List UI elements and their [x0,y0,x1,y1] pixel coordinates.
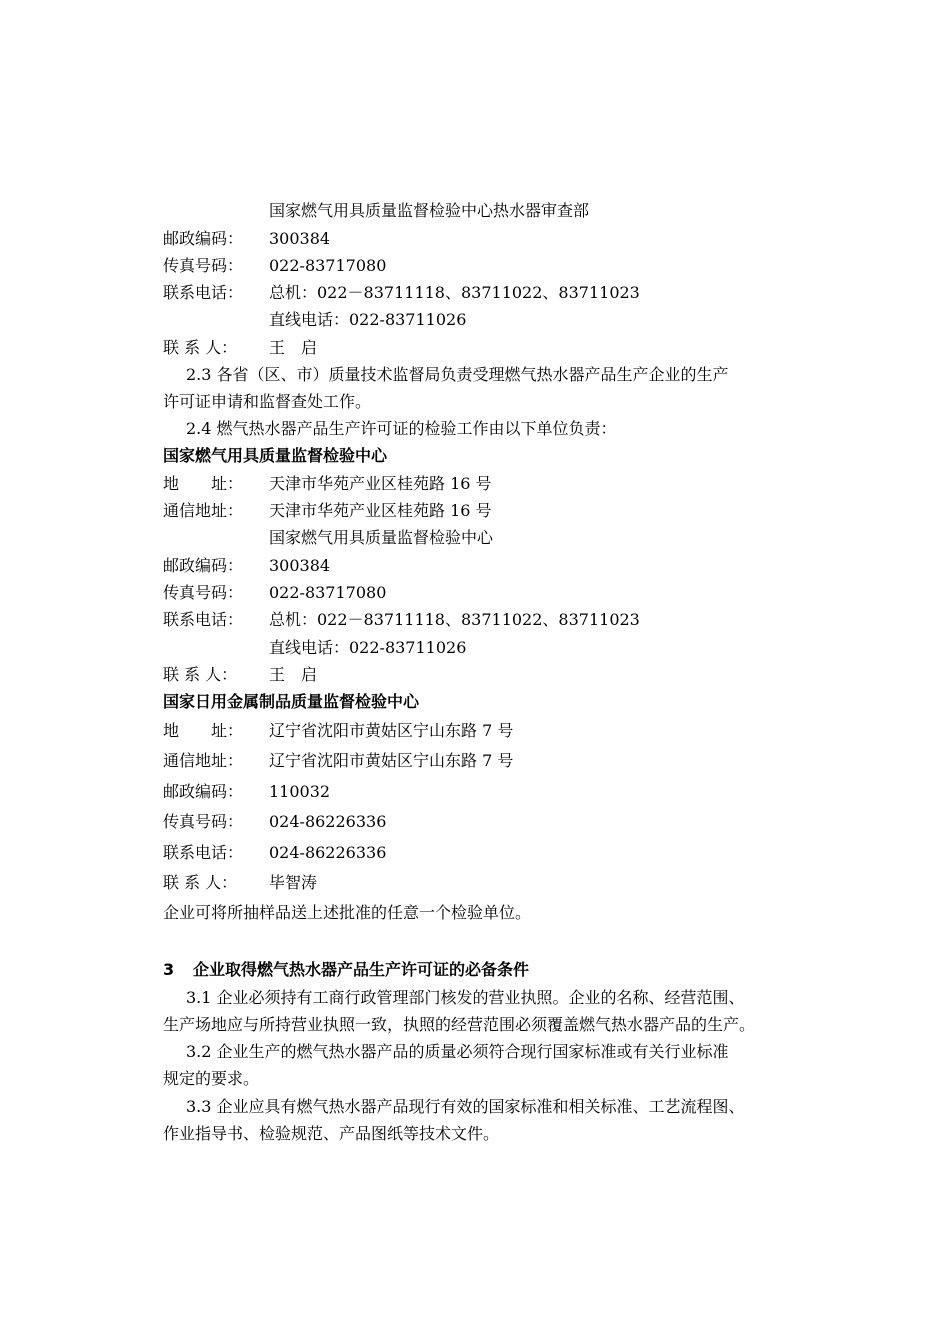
paragraph-3-1-line2: 生产场地应与所持营业执照一致，执照的经营范围必须覆盖燃气热水器产品的生产。 [163,1015,756,1034]
center2-postcode: 110032 [269,782,331,801]
center1-mail-label: 通信地址： [163,501,244,520]
center2-phone: 024-86226336 [269,843,387,862]
paragraph-3-1-line1: 3.1 企业必须持有工商行政管理部门核发的营业执照。企业的名称、经营范围、 [186,988,745,1007]
center2-mail: 辽宁省沈阳市黄姑区宁山东路 7 号 [269,751,514,770]
paragraph-3-2-line2: 规定的要求。 [163,1069,260,1088]
center2-postcode-label: 邮政编码： [163,782,244,801]
phone-main-value: 总机：022－83711118、83711022、83711023 [269,283,640,302]
center1-contact-label: 联 系 人： [163,665,238,684]
center2-contact: 毕智涛 [269,873,318,892]
center1-phone-main: 总机：022－83711118、83711022、83711023 [269,610,640,629]
paragraph-3-2-line1: 3.2 企业生产的燃气热水器产品的质量必须符合现行国家标准或有关行业标准 [186,1042,729,1061]
center1-mail: 天津市华苑产业区桂苑路 16 号 [269,501,492,520]
center2-address-label: 地 址： [163,721,244,740]
center1-address-label: 地 址： [163,474,244,493]
phone-direct-value: 直线电话：022-83711026 [269,310,467,329]
paragraph-3-3-line2: 作业指导书、检验规范、产品图纸等技术文件。 [163,1124,500,1143]
center2-mail-label: 通信地址： [163,751,244,770]
center2-address: 辽宁省沈阳市黄姑区宁山东路 7 号 [269,721,514,740]
center1-contact: 王 启 [269,665,318,684]
paragraph-2-4: 2.4 燃气热水器产品生产许可证的检验工作由以下单位负责： [186,419,617,438]
postcode-label: 邮政编码： [163,229,244,248]
paragraph-2-3-line2: 许可证申请和监督查处工作。 [163,392,372,411]
paragraph-3-3-line1: 3.3 企业应具有燃气热水器产品现行有效的国家标准和相关标准、工艺流程图、 [186,1097,745,1116]
center1-mail-org: 国家燃气用具质量监督检验中心 [269,528,494,547]
fax-value: 022-83717080 [269,256,387,275]
contact-value: 王 启 [269,338,318,357]
fax-label: 传真号码： [163,256,244,275]
center1-postcode-label: 邮政编码： [163,556,244,575]
center2-fax-label: 传真号码： [163,812,244,831]
paragraph-2-3-line1: 2.3 各省（区、市）质量技术监督局负责受理燃气热水器产品生产企业的生产 [186,365,729,384]
section-3-number: 3 [163,960,175,979]
center1-fax-label: 传真号码： [163,583,244,602]
center2-fax: 024-86226336 [269,812,387,831]
cont-org: 国家燃气用具质量监督检验中心热水器审查部 [269,201,590,220]
postcode-value: 300384 [269,229,331,248]
center2-contact-label: 联 系 人： [163,873,238,892]
center1-address: 天津市华苑产业区桂苑路 16 号 [269,474,492,493]
center2-phone-label: 联系电话： [163,843,244,862]
sample-note: 企业可将所抽样品送上述批准的任意一个检验单位。 [163,903,532,922]
center1-fax: 022-83717080 [269,583,387,602]
center1-postcode: 300384 [269,556,331,575]
center1-name: 国家燃气用具质量监督检验中心 [163,446,388,465]
contact-label: 联 系 人： [163,338,238,357]
center2-name: 国家日用金属制品质量监督检验中心 [163,692,420,711]
section-3-title: 企业取得燃气热水器产品生产许可证的必备条件 [193,960,530,979]
center1-phone-direct: 直线电话：022-83711026 [269,638,467,657]
center1-phone-label: 联系电话： [163,610,244,629]
phone-label: 联系电话： [163,283,244,302]
